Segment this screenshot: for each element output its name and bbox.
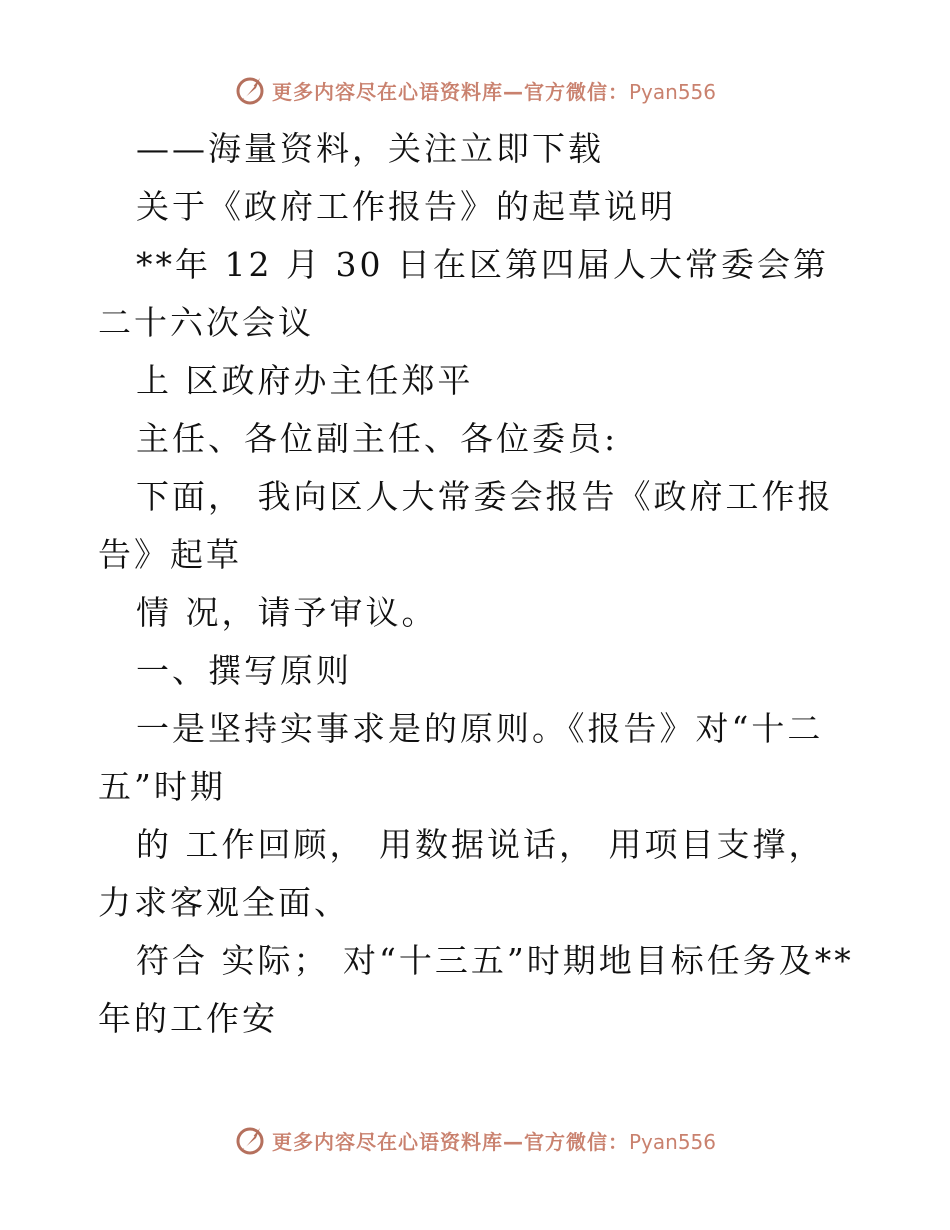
paragraph-request-review: 情 况，请予审议。 — [136, 593, 438, 632]
paragraph-intro: 下面， 我向区人大常委会报告《政府工作报告》起草 — [98, 477, 834, 574]
watermark-text: 更多内容尽在心语资料库—官方微信： — [271, 79, 629, 104]
paragraph-targets: 符合 实际； 对“十三五”时期地目标任务及**年的工作安 — [98, 941, 854, 1038]
paragraph-download-note: ——海量资料，关注立即下载 — [136, 129, 604, 168]
paragraph-principle-one: 一是坚持实事求是的原则。《报告》对“十二五”时期 — [98, 709, 824, 806]
section-heading-principles: 一、撰写原则 — [136, 651, 352, 690]
watermark-wechat-id: Pyan556 — [628, 1129, 716, 1154]
document-body — [98, 120, 858, 1048]
feather-pen-logo-icon — [234, 74, 266, 106]
watermark-text: 更多内容尽在心语资料库—官方微信： — [271, 1129, 629, 1154]
document-title: 关于《政府工作报告》的起草说明 — [136, 187, 676, 226]
feather-pen-logo-icon — [234, 1124, 266, 1156]
footer-watermark — [0, 1120, 950, 1160]
paragraph-salutation: 主任、各位副主任、各位委员: — [136, 419, 619, 458]
header-watermark — [0, 70, 950, 110]
paragraph-meeting-date: **年 12 月 30 日在区第四届人大常委会第二十六次会议 — [98, 245, 829, 342]
paragraph-speaker: 上 区政府办主任郑平 — [136, 361, 474, 400]
watermark-wechat-id: Pyan556 — [628, 79, 716, 104]
paragraph-work-review: 的 工作回顾， 用数据说话， 用项目支撑， 力求客观全面、 — [98, 825, 838, 922]
